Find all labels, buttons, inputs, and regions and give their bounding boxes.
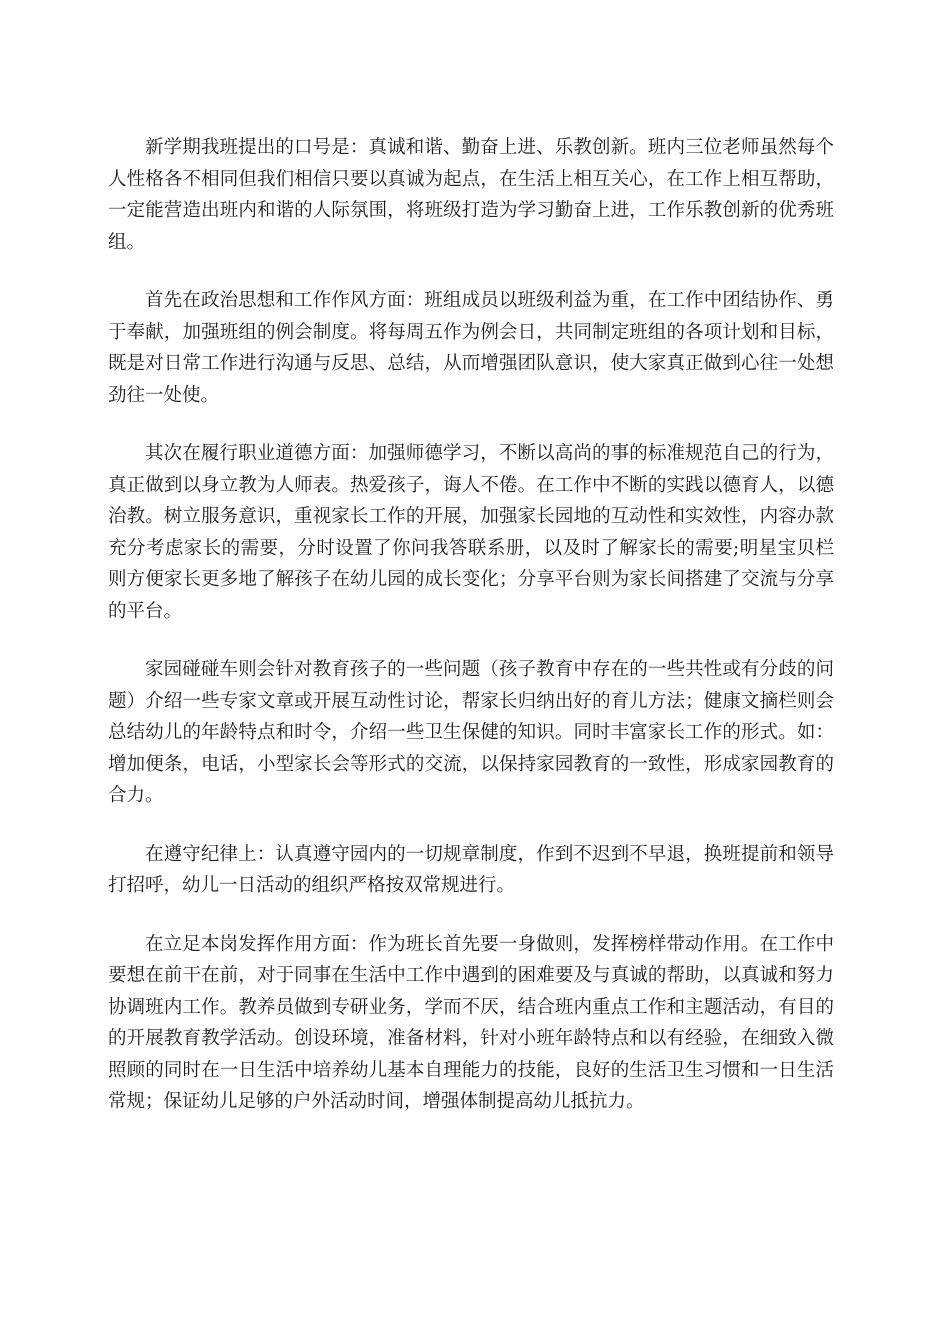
paragraph-leadership-role: 在立足本岗发挥作用方面：作为班长首先要一身做则，发挥榜样带动作用。在工作中要想在前干在前，对于同事在生活中工作中遇到的困难要及与真诚的帮助，以真诚和努力协调班内工作。教养员做到专研业务，学而不厌，结合班内重点工作和主题活动，有目的的开展教育教学活动。创设环境，准备材料，针对小班年龄特点和以有经验，在细致入微照顾的同时在一日生活中培养幼儿基本自理能力的技能，良好的生活卫生习惯和一日生活常规；保证幼儿足够的户外活动时间，增强体制提高幼儿抵抗力。: [108, 933, 834, 1112]
paragraph-home-school: 家园碰碰车则会针对教育孩子的一些问题（孩子教育中存在的一些共性或有分歧的问题）介绍一些专家文章或开展互动性讨论，帮家长归纳出好的育儿方法；健康文摘栏则会总结幼儿的年龄特点和时令，介绍一些卫生保健的知识。同时丰富家长工作的形式。如：增加便条，电话，小型家长会等形式的交流，以保持家园教育的一致性，形成家园教育的合力。: [108, 659, 834, 806]
paragraph-political-thought: 首先在政治思想和工作作风方面：班组成员以班级利益为重，在工作中团结协作、勇于奉献，加强班组的例会制度。将每周五作为例会日，共同制定班组的各项计划和目标，既是对日常工作进行沟通与反思、总结，从而增强团队意识，使大家真正做到心往一处想劲往一处使。: [108, 290, 834, 406]
paragraph-professional-ethics: 其次在履行职业道德方面：加强师德学习，不断以高尚的事的标准规范自己的行为，真正做到以身立教为人师表。热爱孩子，诲人不倦。在工作中不断的实践以德育人，以德治教。树立服务意识，重视家长工作的开展，加强家长园地的互动性和实效性，内容办款充分考虑家长的需要，分时设置了你问我答联系册，以及时了解家长的需要;明星宝贝栏则方便家长更多地了解孩子在幼儿园的成长变化；分享平台则为家长间搭建了交流与分享的平台。: [108, 443, 834, 622]
paragraph-slogan: 新学期我班提出的口号是：真诚和谐、勤奋上进、乐教创新。班内三位老师虽然每个人性格各不相同但我们相信只要以真诚为起点，在生活上相互关心，在工作上相互帮助，一定能营造出班内和谐的人际氛围，将班级打造为学习勤奋上进，工作乐教创新的优秀班组。: [108, 137, 834, 253]
paragraph-discipline: 在遵守纪律上：认真遵守园内的一切规章制度，作到不迟到不早退，换班提前和领导打招呼，幼儿一日活动的组织严格按双常规进行。: [108, 843, 834, 896]
document-body: [108, 132, 834, 1145]
